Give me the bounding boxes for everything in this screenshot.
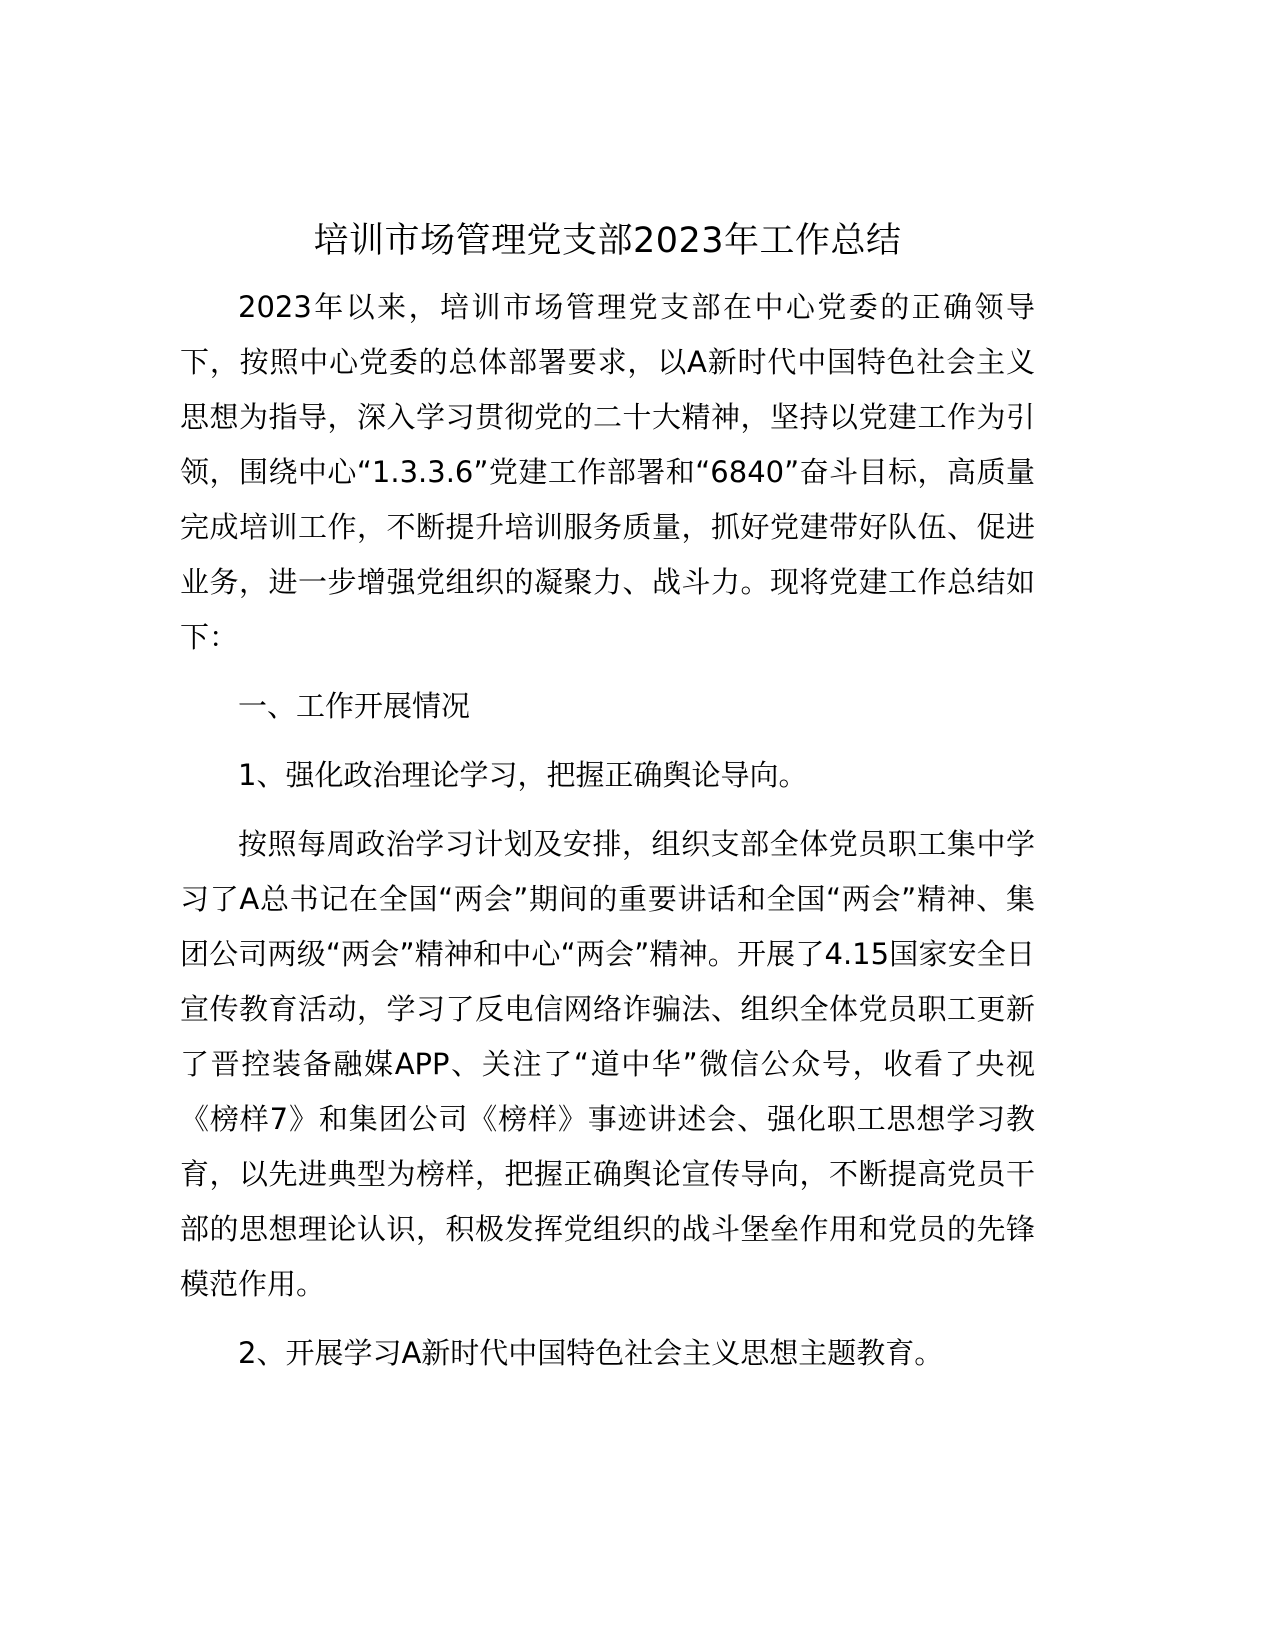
body-paragraph: 按照每周政治学习计划及安排，组织支部全体党员职工集中学习了A总书记在全国“两会”期间的重要讲话和全国“两会”精神、集团公司两级“两会”精神和中心“两会”精神。开展了4.15国家安全日宣传教育活动，学习了反电信网络诈骗法、组织全体党员职工更新了晋控装备融媒APP、关注了“道中华”微信公众号，收看了央视《榜样7》和集团公司《榜样》事迹讲述会、强化职工思想学习教育，以先进典型为榜样，把握正确舆论宣传导向，不断提高党员干部的思想理论认识，积极发挥党组织的战斗堡垒作用和党员的先锋模范作用。 bbox=[180, 827, 1035, 1301]
item-heading: 1、强化政治理论学习，把握正确舆论导向。 bbox=[238, 758, 808, 792]
intro-paragraph: 2023年以来，培训市场管理党支部在中心党委的正确领导下，按照中心党委的总体部署要求，以A新时代中国特色社会主义思想为指导，深入学习贯彻党的二十大精神，坚持以党建工作为引领，围绕中心“1.3.3.6”党建工作部署和“6840”奋斗目标，高质量完成培训工作，不断提升培训服务质量，抓好党建带好队伍、促进业务，进一步增强党组织的凝聚力、战斗力。现将党建工作总结如下： bbox=[180, 290, 1035, 654]
document-page bbox=[180, 212, 1035, 1381]
item-heading: 2、开展学习A新时代中国特色社会主义思想主题教育。 bbox=[238, 1336, 944, 1370]
section-heading: 一、工作开展情况 bbox=[238, 689, 471, 723]
document-title: 培训市场管理党支部2023年工作总结 bbox=[313, 221, 902, 261]
